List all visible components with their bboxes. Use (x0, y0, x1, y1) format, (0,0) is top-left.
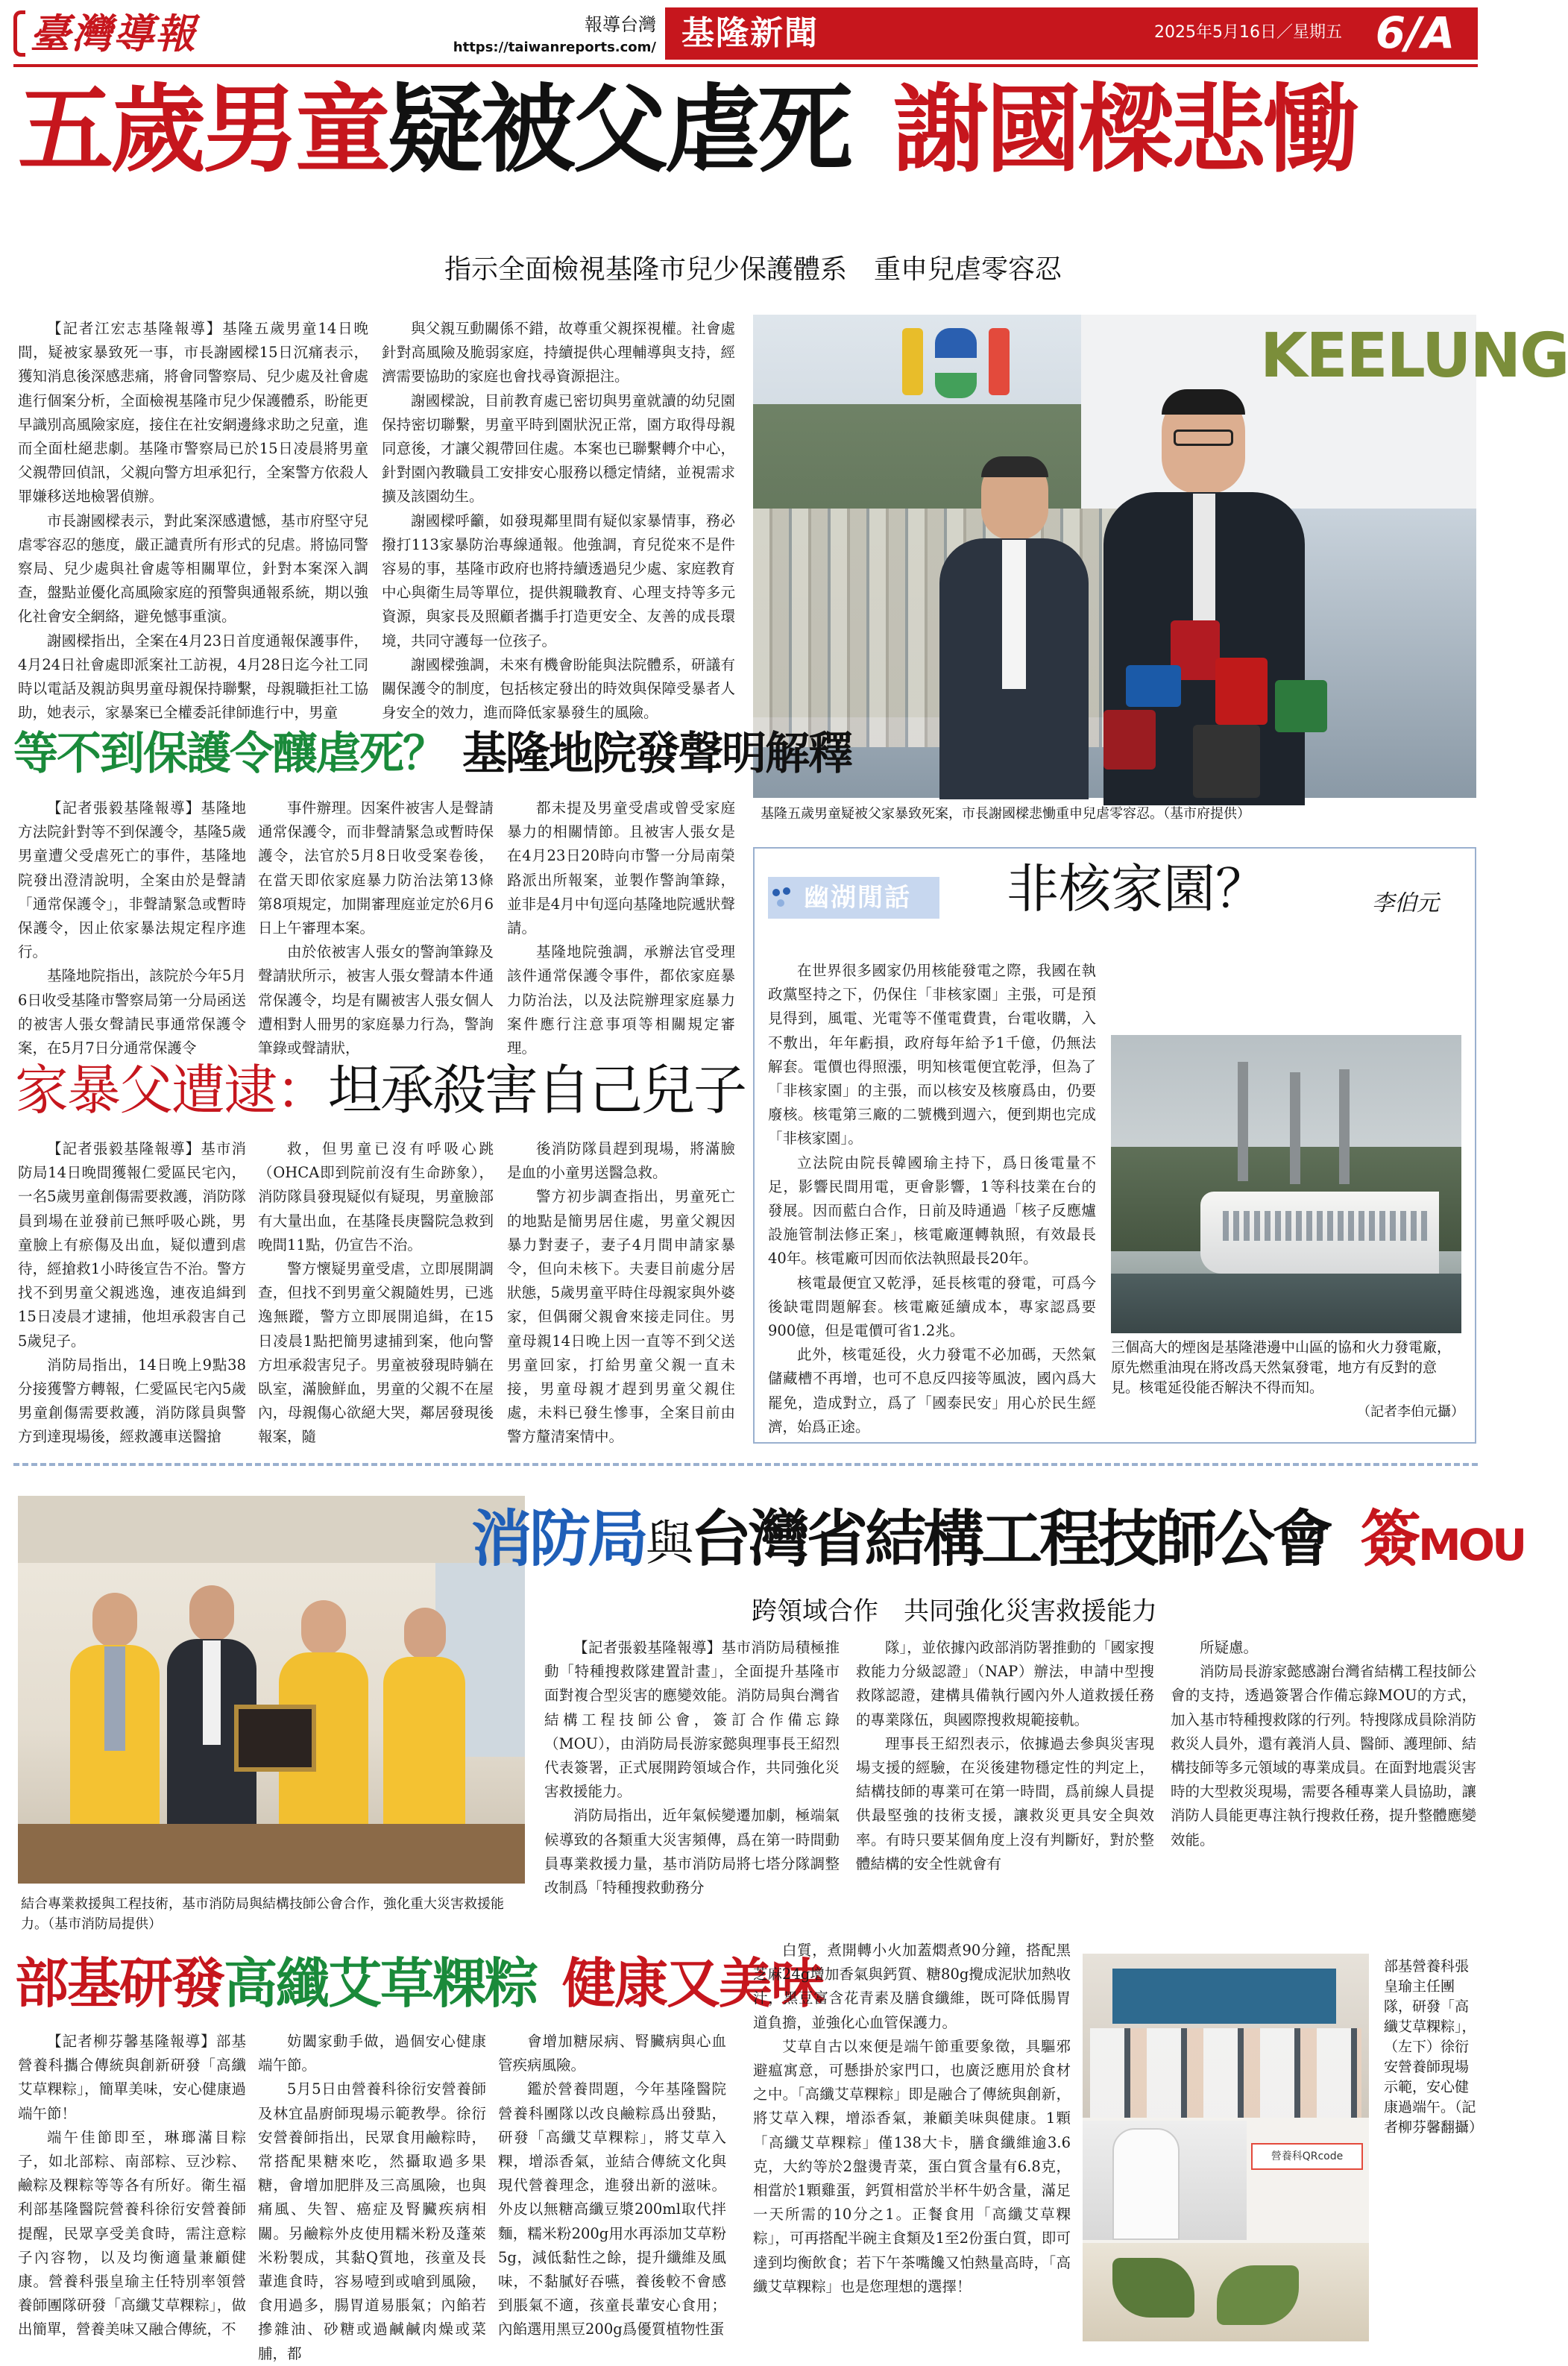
paragraph: 妨闔家動手做，過個安心健康端午節。 (258, 2033, 486, 2074)
keelung-logo-mark (902, 328, 1051, 410)
logo-bracket-icon (13, 10, 25, 57)
paragraph: 基隆地院強調，承辦法官受理該件通常保護令事件，都依家庭暴力防治法，以及法院辦理家庭暴力案件應行注意事項等相關規定審理。 (507, 943, 735, 1057)
article3-col2 (258, 1137, 494, 1446)
article4-photo (18, 1496, 525, 1884)
masthead-logo: 臺灣導報 (30, 10, 197, 57)
paragraph: 【記者柳芬馨基隆報導】部基營養科攜合傳統與創新研發「高纖艾草粿粽」，簡單美味，安心健康過端午節！ (18, 2033, 246, 2122)
staff-row (1090, 2028, 1361, 2118)
column-title: 非核家園？ (1007, 858, 1268, 919)
table (18, 1824, 525, 1884)
article4-headline (471, 1499, 1525, 1581)
paragraph: 端午佳節即至，琳瑯滿目粽子，如北部粽、南部粽、豆沙粽、鹼粽及粿粽等等各有所好。衛生福利部基隆醫院營養科徐衍安營養師提醒，民眾享受美食時，需注意粽子內容物，以及均衡適量兼顧健康。營養科張皇瑜主任特別率領營養師團隊研發「高纖艾草粿粽」，做出簡單，營養美味又融合傳統，不 (18, 2128, 246, 2338)
paragraph: 此外，核電延役，火力發電不必加碼，天然氣儲藏槽不再增，也可不息反四接等風波，國內爲大罷免，造成對立，爲了「國泰民安」用心於民生經濟，始爲正途。 (768, 1346, 1096, 1435)
issue-date: 2025年5月16日／星期五 (1154, 23, 1342, 42)
column-photo-caption: 三個高大的煙囪是基隆港邊中山區的協和火力發電廠，原先燃重油現在將改爲天然氣發電，地方有反對的意見。核電延役能否解決不得而知。 (1111, 1339, 1452, 1396)
masthead-brand: 報導台灣 (585, 14, 656, 35)
paragraph: 【記者張毅基隆報導】基市消防局積極推動「特種搜救隊建置計畫」，全面提升基隆市面對複合型災害的應變效能。消防局與台灣省結構工程技師公會，簽訂合作備忘錄（MOU），由消防局長游家懿與理事長王紹烈代表簽署，正式展開跨領域合作，共同強化災害救援能力。 (544, 1639, 840, 1801)
chimney (1290, 1072, 1300, 1184)
article2-col1 (18, 796, 246, 1057)
column-dots-icon (772, 887, 799, 910)
article1-col2 (382, 317, 735, 731)
paragraph: 警方懷疑男童受虐，立即展開調查，但找不到男童父親隨姓男，已逃逸無蹤，警方立即展開追緝，在15日凌晨1點把簡男逮捕到案，他向警方坦承殺害兒子。男童被發現時躺在臥室，滿臉鮮血，男童的父親不在屋內，母親傷心欲絕大哭，鄰居發現後報案，隨 (258, 1260, 494, 1446)
article1-photo-caption: 基隆五歲男童疑被父家暴致死案，市長謝國樑悲慟重申兒虐零容忍。（基市府提供） (761, 806, 1250, 822)
column-photo-credit: （記者李伯元攝） (1357, 1404, 1464, 1420)
paragraph: 消防局長游家懿感謝台灣省結構工程技師公會的支持，透過簽署合作備忘錄MOU的方式，加入基市特種搜救隊的行列。特搜隊成員除消防救災人員外，還有義消人員、醫師、護理師、結構技師等多元領域的專業成員。在面對地震災害時的大型救災現場，需要各種專業人員協助，讓消防人員能更專注執行搜救任務，提升整體應變效能。 (1171, 1663, 1476, 1849)
paragraph: 立法院由院長韓國瑜主持下，爲日後電量不足，影響民間用電，更會影響，1等科技業在台的發展。因而藍白合作，日前及時通過「核子反應爐設施管制法修正案」，核電廠運轉執照，有效最長40年。核電廠可因而依法執照最長20年。 (768, 1154, 1096, 1268)
article2-headline-b: 基隆地院發聲明解釋 (462, 728, 851, 780)
section-title: 基隆新聞 (681, 14, 819, 52)
ship-windows (1223, 1211, 1432, 1241)
harbor-water (1111, 1274, 1461, 1333)
article5-headline-b: 高纖艾草粿粽 (224, 1952, 538, 2015)
column-body (768, 959, 1096, 1436)
article5-headline-c: 健康又美味 (562, 1952, 824, 2015)
plaque (234, 1705, 316, 1772)
masthead-rule (13, 64, 1478, 67)
poster-board (1112, 1969, 1336, 2024)
paragraph: 市長謝國樑表示，對此案深感遺憾，基市府堅守兒虐零容忍的態度，嚴正譴責所有形式的兒虐。將協同警察局、兒少處與社會處等相關單位，針對本案深入調查，盤點並優化高風險家庭的預警與通報系統，期以強化社會安全網絡，避免憾事重演。 (18, 512, 368, 626)
article2-col3 (507, 796, 735, 1057)
paragraph: 隊」，並依據內政部消防署推動的「國家搜救能力分級認證」（NAP）辦法，申請中型搜救隊認證，建構具備執行國內外人道救援任務的專業隊伍，與國際搜救規範接軌。 (856, 1639, 1154, 1728)
column-badge: 幽湖閒話 (804, 883, 911, 913)
paragraph: 理事長王紹烈表示，依據過去參與災害現場支援的經驗，在災後建物穩定性的判定上，結構技師的專業可在第一時間，爲前線人員提供最堅強的技術支援，讓救災更具安全與效率。有時只要某個角度上沒有判斷好，對於整體結構的安全性就會有 (856, 1734, 1154, 1872)
article4-headline-a: 消防局 (471, 1504, 646, 1575)
page-number: 6/A (1375, 7, 1455, 58)
paragraph: 核電最便宜又乾淨，延長核電的發電，可爲今後缺電問題解套。核電廠延續成本，專家認爲要900億，但是電價可省1.2兆。 (768, 1274, 1096, 1340)
article1-col1 (18, 317, 368, 731)
article4-col3 (1171, 1636, 1476, 1934)
article2-headline (13, 723, 851, 784)
paragraph: 事件辦理。因案件被害人是聲請通常保護令，而非聲請緊急或暫時保護令，法官於5月8日收受案卷後，在當天即依家庭暴力防治法第13條第8項規定，加開審理庭並定於6月6日上午審理本案。 (258, 799, 494, 937)
paragraph: 所疑慮。 (1200, 1639, 1259, 1656)
paragraph: 會增加糖尿病、腎臟病與心血管疾病風險。 (498, 2033, 726, 2074)
paragraph: 【記者張毅基隆報導】基市消防局14日晚間獲報仁愛區民宅內，一名5歲男童創傷需要救護，消防隊員到場在並發前已無呼吸心跳，男童臉上有瘀傷及出血，疑似遭到虐待，經搶救1小時後宣告不治。警方找不到男童父親逃逸，連夜追緝到15日凌晨才逮捕，他坦承殺害自己5歲兒子。 (18, 1140, 246, 1350)
paragraph: 謝國樑指出，全案在4月23日首度通報保護事件，4月24日社會處即派案社工訪視，4月28日迄今社工同時以電話及親訪與男童母親保持聯繫，母親職拒社工協助，她表示，家暴案已全權委託律師進行中，男童 (18, 632, 368, 722)
paragraph: 白質，煮開轉小火加蓋燜煮90分鐘，搭配黑芝麻24g增加香氣與鈣質、糖80g攪成泥狀加熱收汁，黑豆富含花青素及膳食纖維，既可降低腸胃道負擔，並強化心血管保護力。 (753, 1942, 1071, 2031)
paragraph: 警方初步調查指出，男童死亡的地點是簡男居住處，男童父親因暴力對妻子，妻子4月間申請家暴令，但向未核下。夫妻目前處分居狀態，5歲男童平時住母親家與外婆家，但偶爾父親會來接走同住。男童母親14日晚上因一直等不到父送男童回家，打給男童父親一直未接，男童母親才趕到男童父親住處，未料已發生慘事，全案目前由警方釐清案情中。 (507, 1188, 735, 1446)
paragraph: 在世界很多國家仍用核能發電之際，我國在執政黨堅持之下，仍保住「非核家園」主張，可是預見得到，風電、光電等不僅電費貴，台電收購，入不敷出，年年虧損，政府每年給予1千億，仍無法解套。電價也得照漲，明知核電便宜乾淨，但為了「非核家園」的主張，而以核安及核廢爲由，仍要廢核。核電第三廠的二號機到週六，便到期也完成「非核家園」。 (768, 962, 1096, 1148)
article1-headline (18, 75, 1479, 186)
article4-col1 (544, 1636, 840, 1934)
article1-subhead: 指示全面檢視基隆市兒少保護體系 重申兒虐零容忍 (444, 254, 1062, 285)
article3-headline-b: 坦承殺害自己兒子 (328, 1059, 746, 1121)
article5-col4 (753, 1939, 1071, 2346)
column-photo (1111, 1035, 1461, 1333)
article5-photo (1083, 1954, 1369, 2341)
paragraph: 鑑於營養問題，今年基隆醫院營養科團隊以改良鹼粽爲出發點，研發「高纖艾草粿粽」，將艾草入粿，增添香氣，並結合傳統文化與現代營養理念，進發出新的滋味。外皮以無糖高纖豆漿200ml取代拌麵，糯米粉200g用水再添加艾草粉5g，減低黏性之餘，提升纖維及風味，不黏膩好吞嚥，養後較不會感到脹氣不適，孩童長輩安心食用；內餡選用黑豆200g爲優質植物性蛋 (498, 2080, 726, 2338)
qr-sign: 營養科QRcode (1251, 2143, 1363, 2170)
article2-col2 (258, 796, 494, 1057)
paragraph: 消防局指出，14日晚上9點38分接獲警方轉報，仁愛區民宅內5歲男童創傷需要救護，消防隊員與警方到達現場後，經救護車送醫搶 (18, 1356, 246, 1446)
paragraph: 謝國樑強調，未來有機會盼能與法院體系，研議有關保護令的制度，包括核定發出的時效與保障受暴者人身安全的效力，進而降低家暴發生的風險。 (382, 655, 735, 722)
paragraph: 救，但男童已沒有呼吸心跳（OHCA即到院前沒有生命跡象），消防隊員發現疑似有疑現，男童臉部有大量出血，在基隆長庚醫院急救到晚間11點，仍宣告不治。 (258, 1140, 494, 1253)
article4-col2 (856, 1636, 1154, 1934)
chimney (1339, 1069, 1350, 1184)
article5-photo-caption: 部基營養科張皇瑜主任團隊，研發「高纖艾草粿粽」，（左下）徐衍安營養師現場示範，安心健康過端午。（記者柳芬馨翻攝） (1384, 1958, 1484, 2136)
article3-col1 (18, 1137, 246, 1446)
article4-photo-caption: 結合專業救援與工程技術，基市消防局與結構技師公會合作，強化重大災害救援能力。（基市消防局提供） (21, 1896, 504, 1932)
article4-headline-e: MOU (1418, 1520, 1525, 1570)
paragraph: 基隆地院指出，該院於今年5月6日收受基隆市警察局第一分局函送的被害人張女聲請民事通常保護令案，在5月7日分通常保護令 (18, 967, 246, 1057)
paragraph: 【記者江宏志基隆報導】基隆五歲男童14日晚間，疑被家暴致死一事，市長謝國樑15日沉痛表示，獲知消息後深感悲痛，將會同警察局、兒少處及社會處進行個案分析，全面檢視基隆市兒少保護體系，盼能更早識別高風險家庭，接住在社安網邊緣求助之兒童，進而全面杜絕悲劇。基隆市警察局已於15日凌晨將男童父親帶回偵訊，父親向警方坦承犯行，全案警方依殺人罪嫌移送地檢署偵辦。 (18, 320, 368, 506)
article2-headline-a: 等不到保護令釀虐死？ (13, 728, 446, 780)
article4-headline-d: 簽 (1360, 1504, 1419, 1575)
paragraph: 艾草自古以來便是端午節重要象徵，具驅邪避瘟寓意，可懸掛於家門口，也廣泛應用於食材之中。「高纖艾草粿粽」即是融合了傳統與創新，將艾草入粿，增添香氣，兼顧美味與健康。1顆「高纖艾草粿粽」僅138大卡，膳食纖維逾3.6克，大約等於2盤燙青菜，蛋白質含量有6.8克，相當於1顆雞蛋，鈣質相當於半杯牛奶含量，滿足一天所需的10分之1。正餐食用「高纖艾草粿粽」，可再搭配半碗主食類及1至2份蛋白質，即可達到均衡飲食；若下午茶嘴饞又怕熱量高時，「高纖艾草粿粽」也是您理想的選擇！ (753, 2037, 1071, 2295)
article3-headline (15, 1053, 746, 1127)
article1-headline-b: 疑被父虐死 (388, 75, 851, 186)
paragraph: 5月5日由營養科徐衍安營養師及林宜晶廚師現場示範教學。徐衍安營養師指出，民眾食用鹼粽時，常搭配果糖來吃，然攝取過多果糖，會增加肥胖及三高風險，也與痛風、失智、癌症及腎臟疾病相關。另鹼粽外皮使用糯米粉及蓬萊米粉製成，其黏Q質地，孩童及長輩進食時，容易噎到或嗆到風險，食用過多，腸胃道易脹氣；內餡若摻雜油、砂糖或過鹹鹹肉燥或菜脯，都 (258, 2080, 486, 2362)
article4-headline-b: 與 (646, 1517, 691, 1572)
chimney (1238, 1062, 1248, 1181)
section-separator (13, 1463, 1478, 1466)
masthead-url[interactable]: https://taiwanreports.com/ (453, 40, 656, 55)
column-author-signature: 李伯元 (1372, 890, 1439, 916)
article5-headline-a: 部基研發 (15, 1952, 224, 2015)
paragraph: 謝國樑說，目前教育處已密切與男童就讀的幼兒園保持密切聯繫，男童平時到園狀況正常，園方取得母親同意後，才讓父親帶回住處。本案也已聯繫轉介中心，針對園內教職員工安排安心服務以穩定情緒，並視需求擴及該園幼生。 (382, 391, 735, 506)
paragraph: 謝國樑呼籲，如發現鄰里間有疑似家暴情事，務必撥打113家暴防治專線通報。他強調，育兒從來不是件容易的事，基隆市政府也將持續透過兒少處、家庭教育中心與衛生局等單位，提供親職教育、心理支持等多元資源，與家長及照顧者攜手打造更安全、友善的成長環境，共同守護每一位孩子。 (382, 512, 735, 649)
microphones (1103, 613, 1342, 798)
paragraph: 由於依被害人張女的警詢筆錄及聲請狀所示，被害人張女聲請本件通常保護令，均是有關被害人張女個人遭相對人冊男的家庭暴力行為，警詢筆錄或聲請狀， (258, 943, 494, 1057)
article5-col1 (18, 2030, 246, 2346)
paragraph: 消防局指出，近年氣候變遷加劇，極端氣候導致的各類重大災害頻傳，爲在第一時間動員專業救援力量，基市消防局將七塔分隊調整改制爲「特種搜救動務分 (544, 1807, 840, 1897)
article5-headline (15, 1946, 824, 2021)
paragraph: 【記者張毅基隆報導】基隆地方法院針對等不到保護令，基隆5歲男童遭父受虐死亡的事件，基隆地院發出澄清說明，全案由於是聲請「通常保護令」，非聲請緊急或暫時保護令，因止依家暴法規定程序進行。 (18, 799, 246, 961)
article1-headline-c: 謝國樑悲慟 (893, 75, 1356, 186)
article5-col2 (258, 2030, 486, 2362)
masthead (0, 0, 1491, 69)
paragraph: 與父親互動關係不錯，故尊重父親探視權。社會處針對高風險及脆弱家庭，持續提供心理輔導與支持，經濟需要協助的家庭也會找尋資源挹注。 (382, 320, 735, 386)
speaker-left (939, 456, 1089, 799)
article1-headline-a: 五歲男童 (18, 75, 388, 186)
article4-headline-c: 台灣省結構工程技師公會 (690, 1504, 1331, 1575)
wall-panel (18, 1496, 525, 1563)
article4-subhead: 跨領域合作 共同強化災害救援能力 (752, 1596, 1157, 1626)
paragraph: 後消防隊員趕到現場，將滿臉是血的小童男送醫急救。 (507, 1140, 735, 1182)
article3-col3 (507, 1137, 735, 1446)
photo-banner-text: KEELUNG (1260, 321, 1568, 391)
paragraph: 都未提及男童受虐或曾受家庭暴力的相關情節。且被害人張女是在4月23日20時向市警一分局南榮路派出所報案，並製作警詢筆錄，並非是4月中旬逕向基隆地院遞狀聲請。 (507, 799, 735, 937)
article3-headline-a: 家暴父遭逮： (15, 1059, 329, 1121)
article5-col3 (498, 2030, 726, 2346)
chef-figure (1112, 2128, 1180, 2240)
article1-photo (753, 315, 1568, 798)
